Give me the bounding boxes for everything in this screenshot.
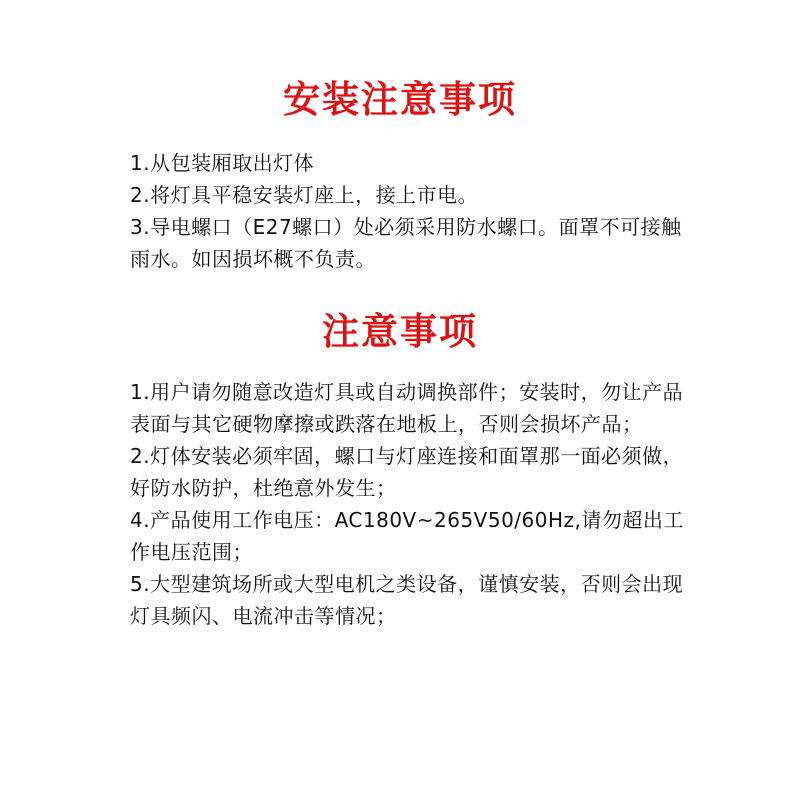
list-item: 2.将灯具平稳安装灯座上，接上市电。 xyxy=(130,183,479,207)
list-item: 3.导电螺口（E27螺口）处必须采用防水螺口。面罩不可接触雨水。如因损坏概不负责。 xyxy=(130,215,682,271)
list-item: 5.大型建筑场所或大型电机之类设备，谨慎安装，否则会出现灯具频闪、电流冲击等情况； xyxy=(130,572,684,628)
precautions-title: 注意事项 xyxy=(322,310,478,353)
list-item: 1.用户请勿随意改造灯具或自动调换部件；安装时，勿让产品表面与其它硬物摩擦或跌落在地板上，否则会损坏产品； xyxy=(130,380,684,436)
list-item: 1.从包装厢取出灯体 xyxy=(130,151,315,175)
list-item: 2.灯体安装必须牢固，螺口与灯座连接和面罩那一面必须做，好防水防护，杜绝意外发生； xyxy=(130,444,684,500)
list-item: 4.产品使用工作电压：AC180V~265V50/60Hz,请勿超出工作电压范围； xyxy=(130,508,684,564)
installation-notes-list xyxy=(130,147,690,275)
precautions-list xyxy=(130,376,690,632)
installation-notes-title: 安装注意事项 xyxy=(283,78,517,121)
